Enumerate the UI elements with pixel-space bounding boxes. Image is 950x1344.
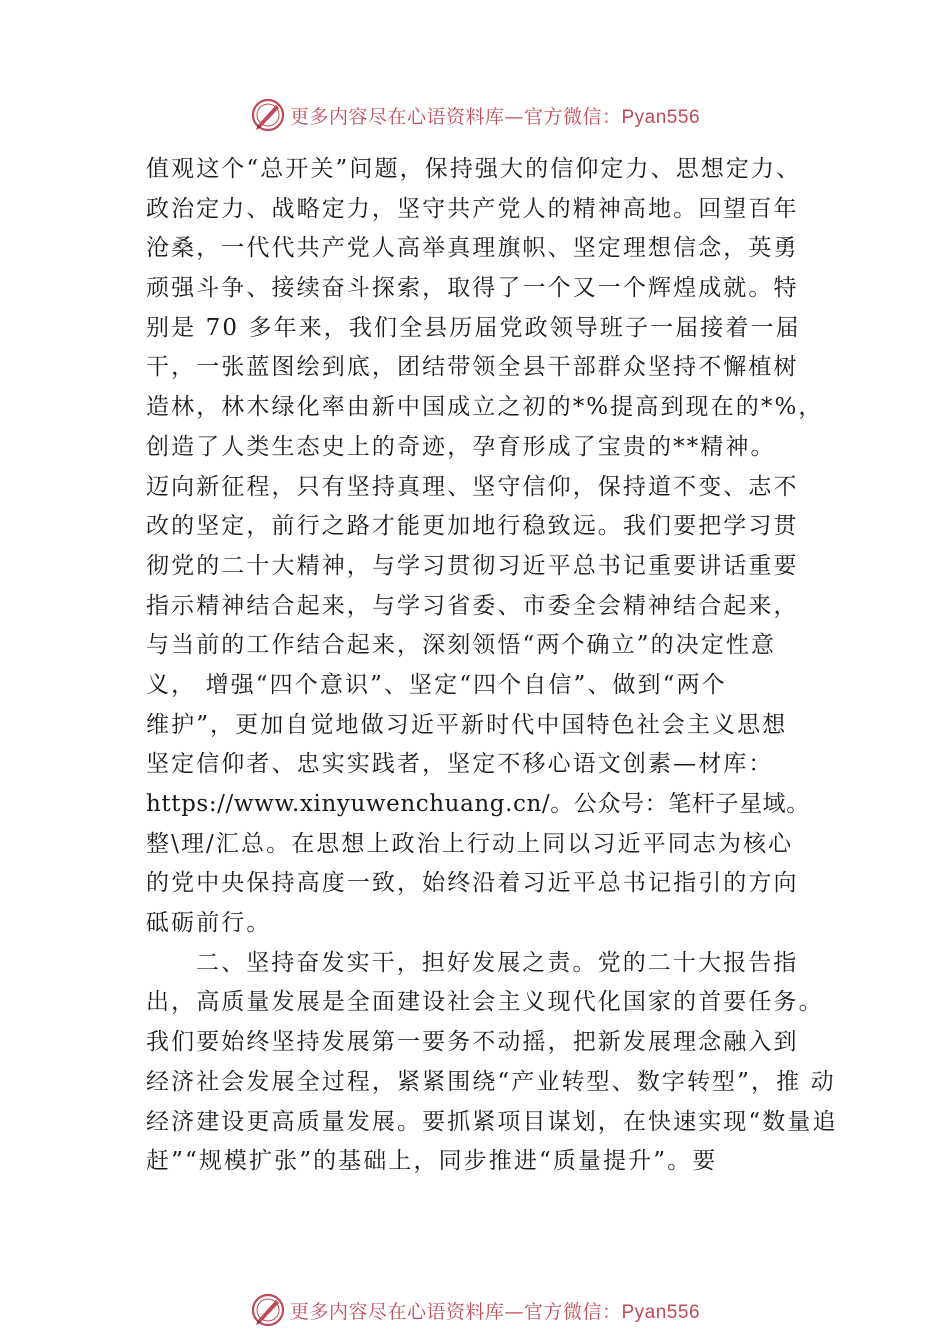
- text-line: 我们要始终坚持发展第一要务不动摇，把新发展理念融入到: [146, 1029, 799, 1056]
- brush-logo-icon: [250, 1292, 286, 1328]
- wechat-id: Pyan556: [621, 106, 701, 128]
- text-line: 二、坚持奋发实干，担好发展之责。党的二十大报告指: [196, 949, 799, 976]
- text-line: 沧桑，一代代共产党人高举真理旗帜、坚定理想信念，英勇: [146, 235, 799, 262]
- footer-watermark-banner: [0, 1290, 950, 1330]
- text-line: 干，一张蓝图绘到底，团结带领全县干部群众坚持不懈植树: [146, 354, 799, 381]
- text-line: 赶”“规模扩张”的基础上，同步推进“质量提升”。要: [146, 1148, 718, 1175]
- text-line: 经济建设更高质量发展。要抓紧项目谋划，在快速实现“数量追: [146, 1108, 838, 1135]
- text-line: 义， 增强“四个意识”、坚定“四个自信”、做到“两个: [146, 671, 727, 698]
- text-line: 维护”，更加自觉地做习近平新时代中国特色社会主义思想: [146, 711, 788, 738]
- banner-text: 更多内容尽在心语资料库—官方微信：Pyan556: [289, 105, 701, 128]
- text-line: 造林，林木绿化率由新中国成立之初的*%提高到现在的*%，: [146, 394, 824, 421]
- text-line: 经济社会发展全过程，紧紧围绕“产业转型、数字转型”，推 动: [146, 1068, 836, 1095]
- text-line: 的党中央保持高度一致，始终沿着习近平总书记指引的方向: [146, 870, 799, 897]
- text-line: 与当前的工作结合起来，深刻领悟“两个确立”的决定性意: [146, 632, 777, 659]
- text-line: 出，高质量发展是全面建设社会主义现代化国家的首要任务。: [146, 989, 824, 1016]
- text-line: https://www.xinyuwenchuang.cn/。公众号：笔杆子星域。: [146, 791, 810, 817]
- text-line: 创造了人类生态史上的奇迹，孕育形成了宝贵的**精神。: [146, 433, 776, 460]
- text-line: 政治定力、战略定力，坚守共产党人的精神高地。回望百年: [146, 195, 799, 222]
- banner-text: 更多内容尽在心语资料库—官方微信：Pyan556: [289, 1300, 701, 1323]
- text-line: 迈向新征程，只有坚持真理、坚守信仰，保持道不变、志不: [146, 473, 799, 500]
- text-line: 坚定信仰者、忠实实践者，坚定不移心语文创素—材库：: [146, 751, 774, 778]
- text-line: 砥砺前行。: [146, 910, 272, 937]
- text-line: 值观这个“总开关”问题，保持强大的信仰定力、思想定力、: [146, 156, 802, 182]
- text-line: 彻党的二十大精神，与学习贯彻习近平总书记重要讲话重要: [146, 552, 799, 579]
- text-line: 指示精神结合起来，与学习省委、市委全会精神结合起来，: [146, 592, 799, 619]
- wechat-id: Pyan556: [621, 1301, 701, 1323]
- text-line: 改的坚定，前行之路才能更加地行稳致远。我们要把学习贯: [146, 513, 799, 540]
- text-line: 顽强斗争、接续奋斗探索，取得了一个又一个辉煌成就。特: [146, 275, 799, 302]
- text-line: 别是 70 多年来，我们全县历届党政领导班子一届接着一届: [146, 314, 801, 341]
- text-line: 整\理/汇总。在思想上政治上行动上同以习近平同志为核心: [146, 830, 794, 857]
- header-watermark-banner: [0, 95, 950, 135]
- brush-logo-icon: [250, 97, 286, 133]
- document-body: [146, 150, 836, 1182]
